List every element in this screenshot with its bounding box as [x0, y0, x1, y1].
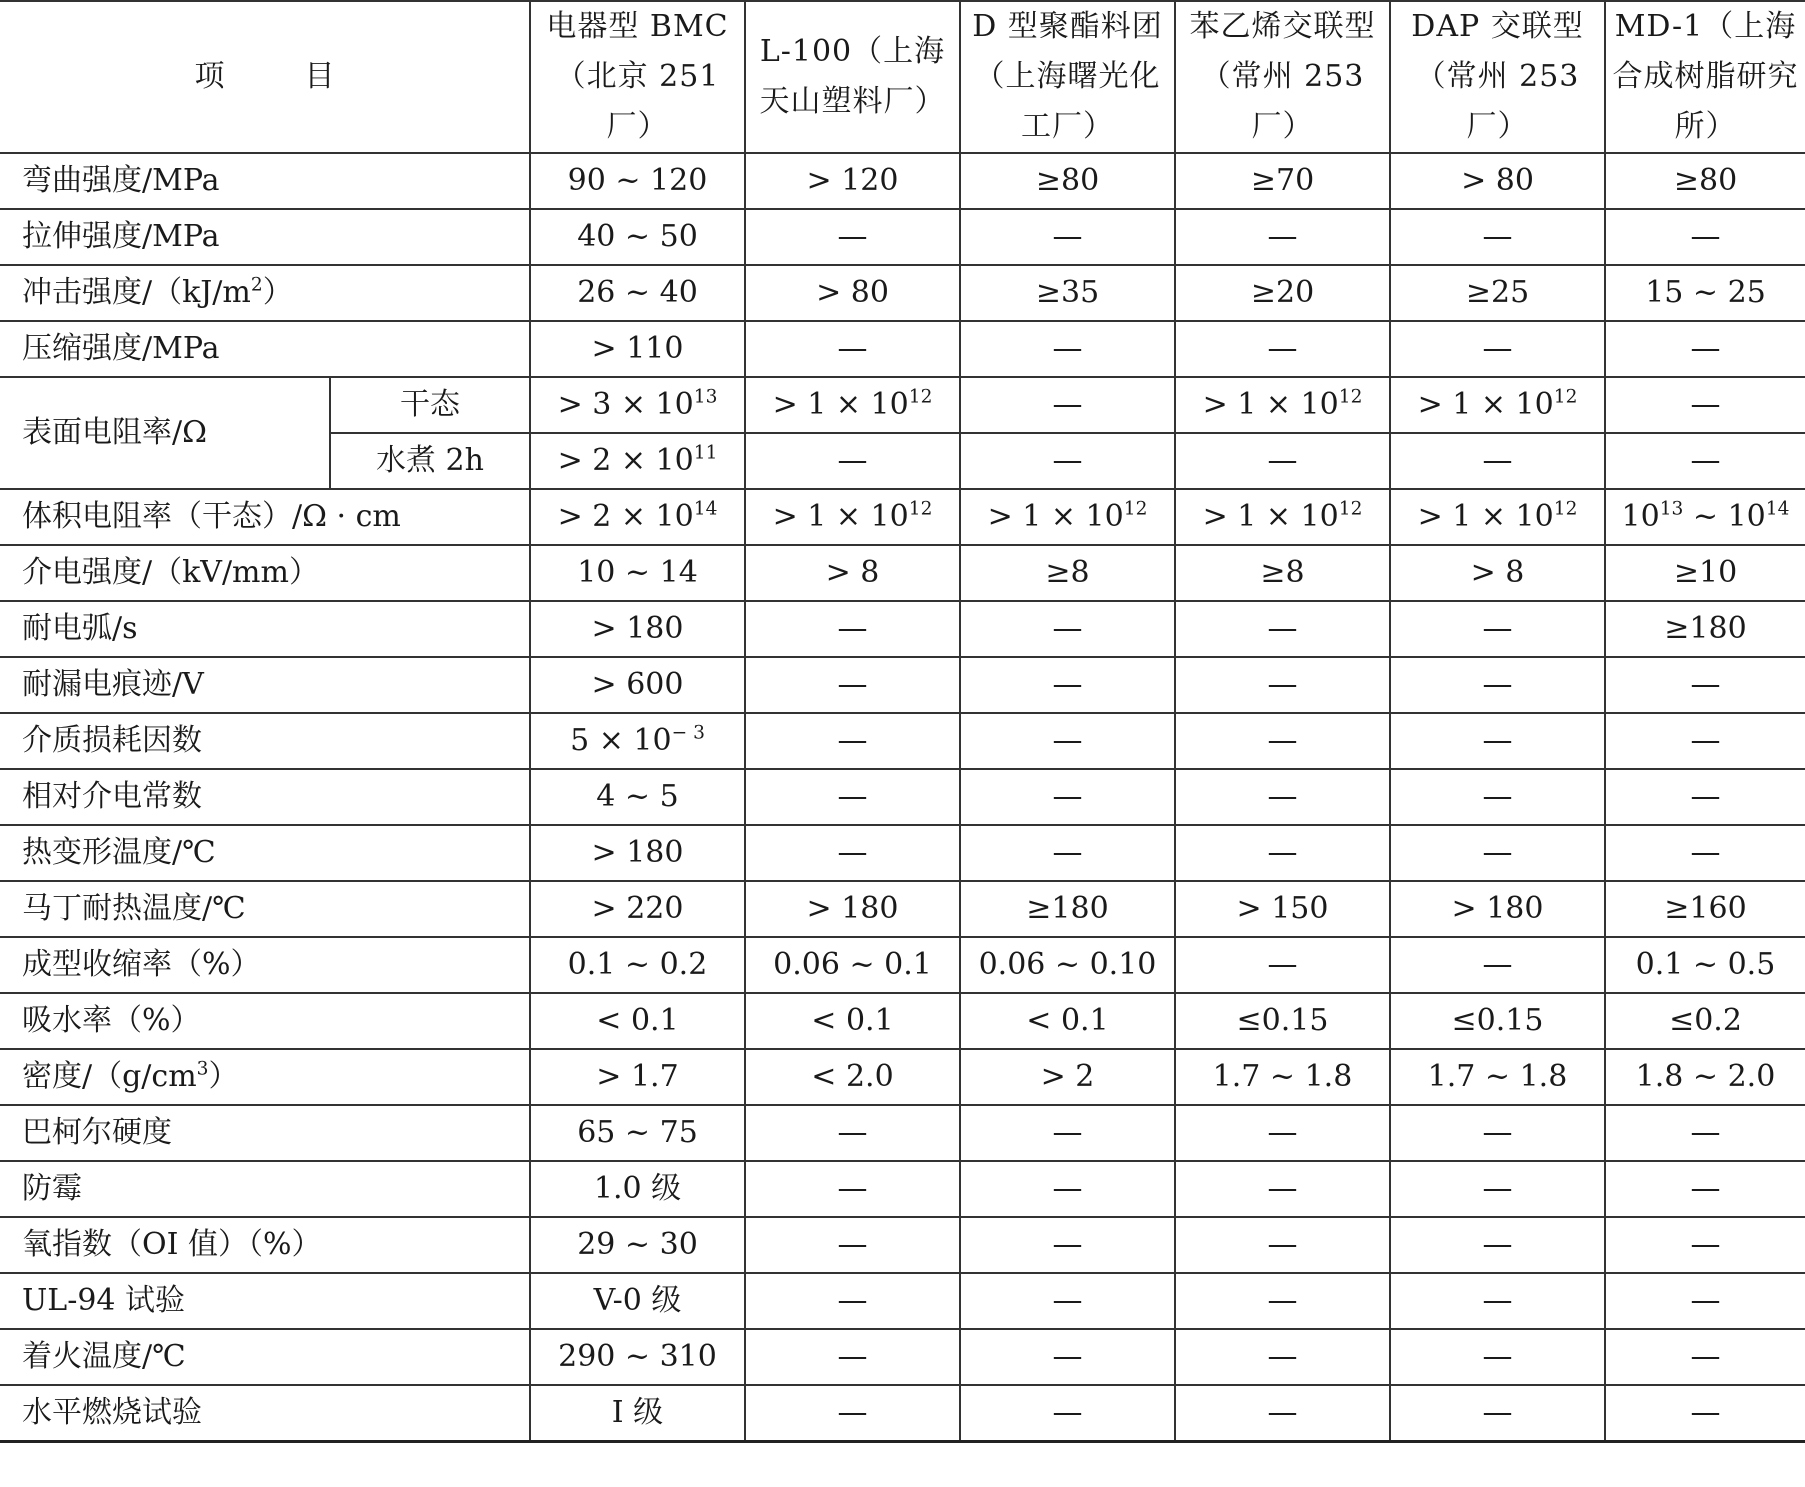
- row-sublabel: 水煮 2h: [330, 433, 530, 489]
- table-cell: —: [1605, 209, 1805, 265]
- header-item-cell: [0, 1, 530, 153]
- table-cell: 65 ~ 75: [530, 1105, 745, 1161]
- table-cell: ≥25: [1390, 265, 1605, 321]
- table-cell: —: [960, 321, 1175, 377]
- table-cell: —: [1390, 209, 1605, 265]
- table-cell: —: [745, 1217, 960, 1273]
- header-col-6: MD-1（上海合成树脂研究所）: [1605, 1, 1805, 153]
- table-row: [0, 881, 1805, 937]
- exponent: 12: [908, 498, 933, 520]
- table-cell: —: [745, 825, 960, 881]
- table-cell: 1.0 级: [530, 1161, 745, 1217]
- table-cell: —: [1605, 1217, 1805, 1273]
- table-cell: > 180: [745, 881, 960, 937]
- table-cell: > 1.7: [530, 1049, 745, 1105]
- table-cell: > 180: [1390, 881, 1605, 937]
- row-label: 巴柯尔硬度: [0, 1105, 530, 1161]
- table-cell: 4 ~ 5: [530, 769, 745, 825]
- table-cell: ≥160: [1605, 881, 1805, 937]
- table-cell: —: [745, 321, 960, 377]
- exponent: 14: [693, 498, 718, 520]
- table-cell: > 8: [745, 545, 960, 601]
- table-cell: —: [1605, 825, 1805, 881]
- table-cell: ≤0.15: [1175, 993, 1390, 1049]
- table-cell: —: [960, 209, 1175, 265]
- table-cell: > $1 \times 10^{12}$: [960, 489, 1175, 545]
- table-cell: —: [1390, 1217, 1605, 1273]
- table-cell: —: [745, 1161, 960, 1217]
- table-cell: —: [1605, 1161, 1805, 1217]
- exponent: 12: [1338, 498, 1363, 520]
- table-cell: —: [745, 601, 960, 657]
- header-item-a: 项: [194, 59, 225, 94]
- table-cell: —: [1605, 1385, 1805, 1442]
- table-cell: —: [1390, 433, 1605, 489]
- table-cell: —: [1390, 769, 1605, 825]
- table-cell: —: [1390, 713, 1605, 769]
- table-cell: —: [1605, 657, 1805, 713]
- row-label: 弯曲强度/MPa: [0, 153, 530, 209]
- row-label: 水平燃烧试验: [0, 1385, 530, 1442]
- table-cell: —: [1605, 769, 1805, 825]
- table-cell: > 80: [745, 265, 960, 321]
- header-col-5: DAP 交联型（常州 253 厂）: [1390, 1, 1605, 153]
- table-row: [0, 265, 1805, 321]
- table-cell: ≥180: [1605, 601, 1805, 657]
- table-row: [0, 769, 1805, 825]
- table-cell: > 2: [960, 1049, 1175, 1105]
- table-cell: ≥80: [1605, 153, 1805, 209]
- table-cell: —: [745, 433, 960, 489]
- table-cell: > 600: [530, 657, 745, 713]
- table-cell: —: [1390, 1161, 1605, 1217]
- table-cell: —: [960, 1273, 1175, 1329]
- table-row: [0, 545, 1805, 601]
- row-label: 介质损耗因数: [0, 713, 530, 769]
- row-label: 压缩强度/MPa: [0, 321, 530, 377]
- table-cell: 290 ~ 310: [530, 1329, 745, 1385]
- row-label: 热变形温度/℃: [0, 825, 530, 881]
- table-cell: 0.1 ~ 0.2: [530, 937, 745, 993]
- table-row: [0, 209, 1805, 265]
- table-cell: —: [960, 657, 1175, 713]
- table-row: [0, 937, 1805, 993]
- exponent: 3: [196, 1058, 209, 1080]
- exponent: − 3: [671, 722, 705, 744]
- header-col-1: 电器型 BMC（北京 251 厂）: [530, 1, 745, 153]
- table-cell: > 180: [530, 825, 745, 881]
- table-cell: 1.8 ~ 2.0: [1605, 1049, 1805, 1105]
- table-cell: 10 ~ 14: [530, 545, 745, 601]
- table-cell: 26 ~ 40: [530, 265, 745, 321]
- table-row: [0, 993, 1805, 1049]
- table-cell: > $1 \times 10^{12}$: [1175, 489, 1390, 545]
- table-cell: < 2.0: [745, 1049, 960, 1105]
- table-cell: 0.06 ~ 0.10: [960, 937, 1175, 993]
- header-col-2: L-100（上海天山塑料厂）: [745, 1, 960, 153]
- table-cell: > $2 \times 10^{11}$: [530, 433, 745, 489]
- table-cell: —: [960, 433, 1175, 489]
- table-cell: > 8: [1390, 545, 1605, 601]
- exponent: 13: [693, 386, 718, 408]
- table-cell: —: [1390, 1105, 1605, 1161]
- table-cell: —: [1175, 1329, 1390, 1385]
- table-cell: —: [960, 601, 1175, 657]
- table-cell: —: [1175, 321, 1390, 377]
- table-cell: —: [960, 713, 1175, 769]
- table-cell: < 0.1: [530, 993, 745, 1049]
- table-row: [0, 377, 1805, 433]
- table-cell: 1.7 ~ 1.8: [1390, 1049, 1605, 1105]
- table-cell: —: [1605, 713, 1805, 769]
- table-cell: $5 \times 10^{- 3}$: [530, 713, 745, 769]
- table-cell: Ⅰ 级: [530, 1385, 745, 1442]
- table-cell: —: [1390, 937, 1605, 993]
- row-label: 耐电弧/s: [0, 601, 530, 657]
- table-cell: < 0.1: [745, 993, 960, 1049]
- table-row: [0, 601, 1805, 657]
- row-label: 氧指数（OI 值）（%）: [0, 1217, 530, 1273]
- table-cell: —: [1605, 377, 1805, 433]
- row-label: 介电强度/（kV/mm）: [0, 545, 530, 601]
- table-cell: —: [1175, 1273, 1390, 1329]
- table-cell: —: [1390, 1385, 1605, 1442]
- table-cell: —: [960, 825, 1175, 881]
- row-label: 冲击强度$/(kJ/m^2)$: [0, 265, 530, 321]
- table-cell: —: [1175, 657, 1390, 713]
- table-cell: > $1 \times 10^{12}$: [745, 489, 960, 545]
- table-cell: —: [960, 1217, 1175, 1273]
- table-cell: > 150: [1175, 881, 1390, 937]
- row-label: 成型收缩率（%）: [0, 937, 530, 993]
- table-cell: ≥70: [1175, 153, 1390, 209]
- table-cell: —: [1605, 1273, 1805, 1329]
- table-cell: —: [1390, 1329, 1605, 1385]
- table-row: [0, 1273, 1805, 1329]
- row-label: UL-94 试验: [0, 1273, 530, 1329]
- table-cell: ≥35: [960, 265, 1175, 321]
- table-cell: > 110: [530, 321, 745, 377]
- table-cell: —: [1605, 1329, 1805, 1385]
- table-cell: —: [745, 1105, 960, 1161]
- table-cell: 1.7 ~ 1.8: [1175, 1049, 1390, 1105]
- table-cell: —: [745, 769, 960, 825]
- table-cell: —: [960, 1161, 1175, 1217]
- row-label: 体积电阻率（干态）/Ω · cm: [0, 489, 530, 545]
- table-cell: 15 ~ 25: [1605, 265, 1805, 321]
- table-cell: —: [745, 1385, 960, 1442]
- table-cell: —: [1175, 1385, 1390, 1442]
- table-cell: 0.06 ~ 0.1: [745, 937, 960, 993]
- table-cell: —: [1175, 433, 1390, 489]
- table-cell: —: [1390, 601, 1605, 657]
- table-cell: —: [1175, 825, 1390, 881]
- exponent: 14: [1765, 498, 1790, 520]
- table-cell: ≤0.15: [1390, 993, 1605, 1049]
- table-cell: > 180: [530, 601, 745, 657]
- table-row: [0, 825, 1805, 881]
- table-cell: ≥8: [960, 545, 1175, 601]
- table-cell: ≥180: [960, 881, 1175, 937]
- table-cell: —: [1605, 1105, 1805, 1161]
- table-row: [0, 713, 1805, 769]
- header-row: [0, 1, 1805, 153]
- table-row: [0, 1329, 1805, 1385]
- table-cell: 90 ~ 120: [530, 153, 745, 209]
- table-cell: > $3 \times 10^{13}$: [530, 377, 745, 433]
- table-row: [0, 321, 1805, 377]
- table-cell: < 0.1: [960, 993, 1175, 1049]
- row-label: 着火温度/℃: [0, 1329, 530, 1385]
- table-cell: —: [745, 657, 960, 713]
- table-row: [0, 1161, 1805, 1217]
- table-cell: ≥20: [1175, 265, 1390, 321]
- row-label: 拉伸强度/MPa: [0, 209, 530, 265]
- table-cell: > 120: [745, 153, 960, 209]
- row-label: 吸水率（%）: [0, 993, 530, 1049]
- table-row: [0, 489, 1805, 545]
- table-cell: —: [745, 1329, 960, 1385]
- table-cell: —: [1605, 433, 1805, 489]
- table-cell: —: [745, 713, 960, 769]
- exponent: 2: [250, 274, 263, 296]
- table-cell: —: [1175, 1161, 1390, 1217]
- table-cell: ≥10: [1605, 545, 1805, 601]
- table-cell: V-0 级: [530, 1273, 745, 1329]
- table-cell: 29 ~ 30: [530, 1217, 745, 1273]
- table-cell: > $1 \times 10^{12}$: [1390, 489, 1605, 545]
- table-row: [0, 1385, 1805, 1442]
- table-row: [0, 153, 1805, 209]
- table-row: [0, 1217, 1805, 1273]
- table-cell: —: [1390, 1273, 1605, 1329]
- table-cell: —: [1390, 825, 1605, 881]
- table-cell: ≥80: [960, 153, 1175, 209]
- row-label: 防霉: [0, 1161, 530, 1217]
- row-label: 密度$/(g/cm^3)$: [0, 1049, 530, 1105]
- table-cell: —: [1390, 321, 1605, 377]
- table-cell: —: [1175, 769, 1390, 825]
- table-cell: —: [1175, 1105, 1390, 1161]
- exponent: 12: [1553, 386, 1578, 408]
- table-cell: ≤0.2: [1605, 993, 1805, 1049]
- table-cell: —: [1175, 1217, 1390, 1273]
- table-cell: —: [1605, 321, 1805, 377]
- row-label: 耐漏电痕迹/V: [0, 657, 530, 713]
- table-cell: —: [745, 209, 960, 265]
- exponent: 12: [1123, 498, 1148, 520]
- table-cell: —: [745, 1273, 960, 1329]
- table-cell: ≥8: [1175, 545, 1390, 601]
- table-cell: > 80: [1390, 153, 1605, 209]
- table-cell: —: [960, 1385, 1175, 1442]
- table-row: [0, 1105, 1805, 1161]
- table-cell: > $2 \times 10^{14}$: [530, 489, 745, 545]
- exponent: 12: [908, 386, 933, 408]
- table-cell: —: [960, 377, 1175, 433]
- header-col-4: 苯乙烯交联型（常州 253 厂）: [1175, 1, 1390, 153]
- exponent: 12: [1553, 498, 1578, 520]
- table-cell: —: [960, 1105, 1175, 1161]
- table-cell: $10^{13}$ ~ $10^{14}$: [1605, 489, 1805, 545]
- table-cell: > $1 \times 10^{12}$: [1390, 377, 1605, 433]
- exponent: 13: [1659, 498, 1684, 520]
- table-cell: > $1 \times 10^{12}$: [745, 377, 960, 433]
- table-cell: —: [960, 769, 1175, 825]
- row-label: 马丁耐热温度/℃: [0, 881, 530, 937]
- table-cell: > $1 \times 10^{12}$: [1175, 377, 1390, 433]
- table-cell: —: [960, 1329, 1175, 1385]
- row-label: 表面电阻率/Ω: [0, 377, 330, 489]
- table-cell: —: [1390, 657, 1605, 713]
- table-row: [0, 657, 1805, 713]
- row-sublabel: 干态: [330, 377, 530, 433]
- row-label: 相对介电常数: [0, 769, 530, 825]
- table-cell: —: [1175, 937, 1390, 993]
- table-cell: > 220: [530, 881, 745, 937]
- table-row: [0, 1049, 1805, 1105]
- exponent: 12: [1338, 386, 1363, 408]
- header-col-3: D 型聚酯料团（上海曙光化工厂）: [960, 1, 1175, 153]
- exponent: 11: [693, 442, 718, 464]
- header-item-b: 目: [304, 59, 335, 94]
- table-cell: 40 ~ 50: [530, 209, 745, 265]
- table-cell: —: [1175, 209, 1390, 265]
- table-cell: —: [1175, 713, 1390, 769]
- table-cell: 0.1 ~ 0.5: [1605, 937, 1805, 993]
- table-cell: —: [1175, 601, 1390, 657]
